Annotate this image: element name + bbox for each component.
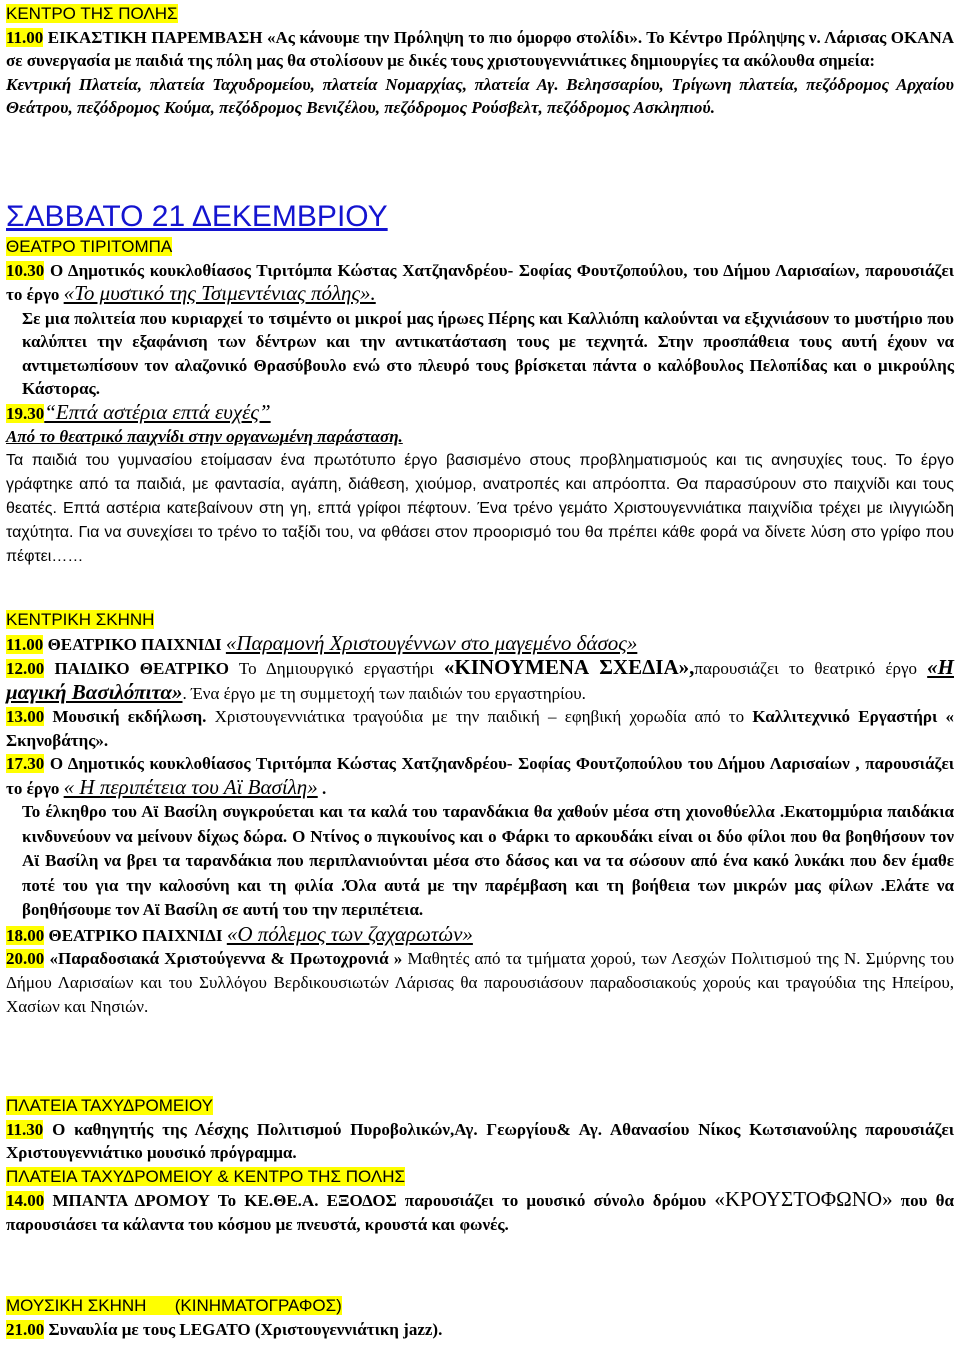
section-header-kentro: ΚΕΝΤΡΟ ΤΗΣ ΠΟΛΗΣ bbox=[6, 4, 178, 23]
event-text: ΕΙΚΑΣΤΙΚΗ ΠΑΡΕΜΒΑΣΗ «Ας κάνουμε την Πρόληψη το πιο όμορφο στολίδι». Το Κέντρο Πρόληψης ν. Λάρισας ΟΚΑΝΑ σε συνεργασία με παιδιά της πόλη μας θα στολίσουν με δικές τους χριστουγεννιάτικες δημιουργίες τα ακόλουθα σημεία: bbox=[6, 27, 954, 70]
time-2100: 21.00 bbox=[6, 1319, 45, 1339]
time-2000: 20.00 bbox=[6, 949, 45, 968]
time-1100: 11.00 bbox=[6, 27, 44, 47]
section-header-post-square-center: ΠΛΑΤΕΙΑ ΤΑΧΥΔΡΟΜΕΙΟΥ & ΚΕΝΤΡΟ ΤΗΣ ΠΟΛΗΣ bbox=[6, 1166, 406, 1186]
event-text: . Ένα έργο με τη συμμετοχή των παιδιών του εργαστηρίου. bbox=[182, 683, 586, 703]
section-saturday bbox=[6, 200, 954, 569]
event-description: Σε μια πολιτεία που κυριαρχεί το τσιμέντο οι μικροί μας ήρωες Πέρης και Καλλιόπη καλούνται να εξιχνιάσουν το μυστήριο που καλύπτει την εξαφάνιση των δέντρων και την αντικατάσταση τους με τεχνητά. bbox=[22, 308, 954, 351]
event-text: Συναυλία με τους LEGATO (Χριστουγεννιάτικη jazz). bbox=[44, 1319, 443, 1339]
event-text: Το Δημιουργικό εργαστήρι bbox=[228, 659, 444, 678]
section-header-post-square: ΠΛΑΤΕΙΑ ΤΑΧΥΔΡΟΜΕΙΟΥ bbox=[6, 1096, 214, 1115]
event-text: παρουσιάζει το θεατρικό έργο bbox=[694, 659, 928, 678]
locations-text: Κεντρική Πλατεία, πλατεία Ταχυδρομείου, πλατεία Νομαρχίας, πλατεία Αγ. Βελησσαρίου, Τρίγωνη πλατεία, πεζόδρομος Αρχαίου Θεάτρου, πεζόδρομος Κούμα, πεζόδρομος Βενιζέλου, πεζόδρομος Ρούσβελτ, πεζόδρομος Ασκληπιού. bbox=[6, 74, 954, 117]
play-title: «Το μυστικό της Τσιμεντένιας πόλης». bbox=[63, 281, 376, 305]
event-text: που θα παρουσιάσει τα κάλαντα του κόσμου με πνευστά, κρουστά και φωνές. bbox=[6, 1191, 954, 1234]
event-text: ΜΠΑΝΤΑ ΔΡΟΜΟΥ Το ΚΕ.ΘΕ.Α. ΕΞΟΔΟΣ παρουσιάζει το μουσικό σύνολο δρόμου bbox=[44, 1191, 715, 1210]
event-text: Ο Δημοτικός κουκλοθίασος Τιριτόμπα Κώστας Χατζηανδρέου- Σοφίας Φουτζοπούλου, του Δήμου Λαρισαίων, παρουσιάζει το έργο bbox=[6, 260, 954, 304]
time-1030: 10.30 bbox=[6, 260, 45, 280]
event-description: Στην προσπάθεια τους αυτή έχουν να αντιμετωπίσουν τον αλαζονικό Θρασύβουλο ενώ στο πλευρό τους βρίσκεται πάντα ο καλόβουλος Πελοπίδας και ο μικρούλης Κάστορας. bbox=[22, 332, 954, 398]
section-header-theatre: ΘΕΑΤΡΟ ΤΙΡΙΤΟΜΠΑ bbox=[6, 237, 173, 256]
event-text: Χριστουγεννιάτικα τραγούδια με την παιδική – εφηβική χορωδία από το bbox=[206, 707, 753, 726]
play-title: «Η μαγική Βασιλόπιτα» bbox=[6, 655, 954, 704]
band-name: «ΚΡΟΥΣΤΟΦΩΝΟ» bbox=[714, 1187, 893, 1211]
time-1200: 12.00 bbox=[6, 659, 45, 678]
event-label: Μουσική εκδήλωση. bbox=[44, 707, 207, 726]
event-text: . bbox=[317, 778, 327, 798]
section-header-central-stage: ΚΕΝΤΡΙΚΗ ΣΚΗΝΗ bbox=[6, 610, 155, 629]
event-label: ΘΕΑΤΡΙΚΟ ΠΑΙΧΝΙΔΙ bbox=[44, 925, 227, 945]
time-1930: 19.30 bbox=[6, 403, 45, 423]
play-title: «Ο πόλεμος των ζαχαρωτών» bbox=[226, 921, 473, 946]
event-label: «Παραδοσιακά Χριστούγεννα & Πρωτοχρονιά » bbox=[44, 949, 403, 968]
event-description: Το έλκηθρο του Αϊ Βασίλη συγκρούεται και τα καλά του ταρανδάκια θα χαθούν μέσα στη χιονοθύελλα .Εκατομμύρια παιδάκια κινδυνεύουν να μείνουν δίχως δώρα. Ο Ντίνος ο πιγκουίνος και ο Φάρκι το αρκουδάκι είναι οι δύο φίλοι που θα βοηθήσουν τον Αϊ Βασίλη να βρει τα ταρανδάκια που περιπλανιούνται μέσα στο δάσος και να τα σώσουν από ένα κακό λυκάκι που δεν έμαθε ποτέ του για την καλοσύνη και τη φιλία .Όλα αυτά με την παρέμβαση και τη βοήθεια των μικρών μας φίλων .Ελάτε να βοηθήσουμε τον Αϊ Βασίλη σε αυτή του την περιπέτεια. bbox=[22, 802, 954, 919]
play-title: “Επτά αστέρια επτά ευχές” bbox=[44, 399, 271, 424]
play-subtitle: Από το θεατρικό παιχνίδι στην οργανωμένη παράσταση. bbox=[6, 427, 403, 446]
event-label: ΘΕΑΤΡΙΚΟ ΠΑΙΧΝΙΔΙ bbox=[43, 634, 226, 654]
time-1730: 17.30 bbox=[6, 754, 45, 773]
time-1800: 18.00 bbox=[6, 925, 45, 945]
event-text: Ο Δημοτικός κουκλοθίασος Τιριτόμπα Κώστας Χατζηανδρέου- Σοφίας Φουτζοπούλου του Δήμου Λαρισαίων , παρουσιάζει το έργο bbox=[6, 754, 954, 798]
section-kentro bbox=[6, 2, 954, 120]
section-header-music-stage: ΜΟΥΣΙΚΗ ΣΚΗΝΗ (ΚΙΝΗΜΑΤΟΓΡΑΦΟΣ) bbox=[6, 1296, 342, 1315]
play-title: « Η περιπέτεια του Αϊ Βασίλη» bbox=[63, 774, 318, 799]
play-title: «Παραμονή Χριστουγέννων στο μαγεμένο δάσος» bbox=[225, 630, 638, 655]
time-1130: 11.30 bbox=[6, 1119, 44, 1139]
time-1400: 14.00 bbox=[6, 1191, 45, 1210]
section-music-stage bbox=[6, 1294, 954, 1341]
event-label: ΠΑΙΔΙΚΟ ΘΕΑΤΡΙΚΟ bbox=[44, 659, 229, 678]
event-text: Ο καθηγητής της Λέσχης Πολιτισμού Πυροβολικών,Αγ. Γεωργίου& Αγ. Αθανασίου Νίκος Κωτσιανούλης παρουσιάζει Χριστουγεννιάτικο μουσικό πρόγραμμα. bbox=[6, 1119, 954, 1162]
workshop-name: «ΚΙΝΟΥΜΕΝΑ ΣΧΕΔΙΑ», bbox=[443, 655, 695, 679]
time-1300: 13.00 bbox=[6, 707, 45, 726]
section-central-stage bbox=[6, 608, 954, 1019]
event-text: Μαθητές από τα τμήματα χορού, των Λεσχών Πολιτισμού της Ν. Σμύρνης του Δήμου Λαρισαίων και του Συλλόγου Βερδικουσιωτών Λάρισας θα παρουσιάσουν παραδοσιακούς χορούς και τραγούδια της Ηπείρου, Χασίων και Νησιών. bbox=[6, 949, 954, 1016]
event-description: Τα παιδιά του γυμνασίου ετοίμασαν ένα πρωτότυπο έργο βασισμένο στους προβληματισμούς και τις ανησυχίες τους. Το έργο γράφτηκε από τα παιδιά, με φαντασία, αγάπη, διάθεση, χιούμορ, ανατροπές και απρόοπτα. Θα παρασύρουν στο παιχνίδι και τους θεατές. Επτά αστέρια κατεβαίνουν στη γη, επτά γρίφοι πέφτουν. Ένα τρένο γεμάτο Χριστουγεννιάτικα παιχνίδια τρέχει με ιλιγγιώδη ταχύτητα. Για να συνεχίσει το τρένο το ταξίδι του, να φθάσει στον προορισμό του θα πρέπει κάθε φορά να δίνετε λύση στο γρίφο που πέφτει…… bbox=[6, 451, 954, 565]
workshop-name: Καλλιτεχνικό Εργαστήρι « Σκηνοβάτης». bbox=[6, 707, 954, 750]
time-1100: 11.00 bbox=[6, 634, 44, 654]
day-title: ΣΑΒΒΑΤΟ 21 ΔΕΚΕΜΒΡΙΟΥ bbox=[6, 200, 388, 233]
section-post-square bbox=[6, 1094, 954, 1236]
